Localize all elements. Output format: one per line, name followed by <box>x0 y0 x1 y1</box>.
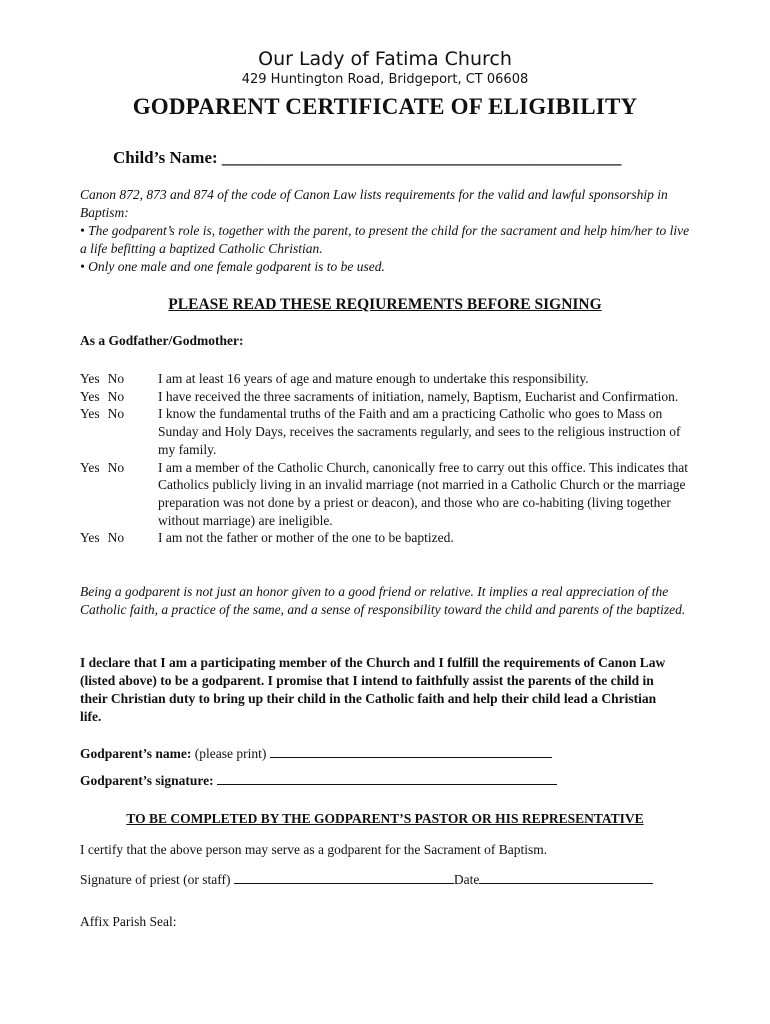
requirement-row <box>80 405 700 458</box>
canon-law-intro <box>80 186 692 276</box>
no-option[interactable]: No <box>107 459 125 475</box>
declaration-text: I declare that I am a participating member of the Church and I fulfill the requirements of Canon Law (listed above) to be a godparent. I promise that I intend to faithfully assist the parents of the child in their Christian duty to bring up their child in the Catholic faith and help their child lead a Christian life. <box>80 655 666 724</box>
requirement-text: I know the fundamental truths of the Faith and am a practicing Catholic who goes to Mass on Sunday and Holy Days, receives the sacraments regularly, and sees to the religious instruction of my family. <box>158 406 681 457</box>
yes-option[interactable]: Yes <box>80 406 100 422</box>
godparent-name-label: Godparent’s name: <box>80 746 192 761</box>
godfather-godmother-label: As a Godfather/Godmother: <box>80 333 244 348</box>
requirement-text: I am at least 16 years of age and mature enough to undertake this responsibility. <box>158 371 589 386</box>
godparent-meaning-text: Being a godparent is not just an honor given to a good friend or relative. It implies a real appreciation of the Catholic faith, a practice of the same, and a sense of responsibility toward the child and parents of the baptized. <box>80 584 686 617</box>
affix-parish-seal-label: Affix Parish Seal: <box>80 914 177 929</box>
church-name: Our Lady of Fatima Church <box>258 48 512 70</box>
no-option[interactable]: No <box>107 406 125 422</box>
requirement-row <box>80 529 700 547</box>
date-input[interactable] <box>479 871 653 884</box>
no-option[interactable]: No <box>107 530 125 546</box>
requirements-heading: PLEASE READ THESE REQIUREMENTS BEFORE SIGNING <box>168 296 602 313</box>
godparent-signature-label: Godparent’s signature: <box>80 773 214 788</box>
priest-signature-label: Signature of priest (or staff) <box>80 872 231 887</box>
requirement-text: I have received the three sacraments of initiation, namely, Baptism, Eucharist and Confirmation. <box>158 388 679 404</box>
no-option[interactable]: No <box>107 388 125 404</box>
certify-text: I certify that the above person may serve as a godparent for the Sacrament of Baptism. <box>80 842 548 857</box>
yes-option[interactable]: Yes <box>80 388 100 404</box>
godparent-name-hint: (please print) <box>194 746 267 761</box>
no-option[interactable]: No <box>107 371 125 386</box>
yes-option[interactable]: Yes <box>80 459 100 475</box>
child-name-field[interactable]: Child’s Name: _______________________________________________ <box>113 148 622 167</box>
godparent-signature-row <box>80 772 557 789</box>
canon-bullet-role: • The godparent’s role is, together with the parent, to present the child for the sacrament and help him/her to live a life befitting a baptized Catholic Christian. <box>80 223 690 256</box>
yes-option[interactable]: Yes <box>80 530 100 546</box>
canon-intro-text: Canon 872, 873 and 874 of the code of Canon Law lists requirements for the valid and lawful sponsorship in Baptism: <box>80 187 668 220</box>
requirement-row <box>80 370 700 388</box>
requirement-text: I am a member of the Catholic Church, canonically free to carry out this office. This indicates that Catholics publicly living in an invalid marriage (not married in a Catholic Church or the marriage preparation was not done by a priest or deacon), and those who are co-habiting (living together without marriage) are ineligible. <box>158 459 688 528</box>
godparent-name-input[interactable] <box>270 745 552 758</box>
godparent-signature-input[interactable] <box>217 772 557 785</box>
pastor-section-heading: TO BE COMPLETED BY THE GODPARENT’S PASTOR OR HIS REPRESENTATIVE <box>126 811 644 826</box>
requirement-row <box>80 388 700 406</box>
document-title: GODPARENT CERTIFICATE OF ELIGIBILITY <box>132 94 638 119</box>
church-address: 429 Huntington Road, Bridgeport, CT 06608 <box>241 72 529 87</box>
yes-option[interactable]: Yes <box>80 371 100 386</box>
priest-signature-row <box>80 871 653 888</box>
godparent-name-row <box>80 745 552 762</box>
canon-bullet-count: • Only one male and one female godparent is to be used. <box>80 259 385 274</box>
requirement-text: I am not the father or mother of the one to be baptized. <box>158 530 454 546</box>
priest-signature-input[interactable] <box>234 871 454 884</box>
requirement-row <box>80 459 700 530</box>
requirements-list <box>80 370 700 547</box>
date-label: Date <box>453 872 480 887</box>
